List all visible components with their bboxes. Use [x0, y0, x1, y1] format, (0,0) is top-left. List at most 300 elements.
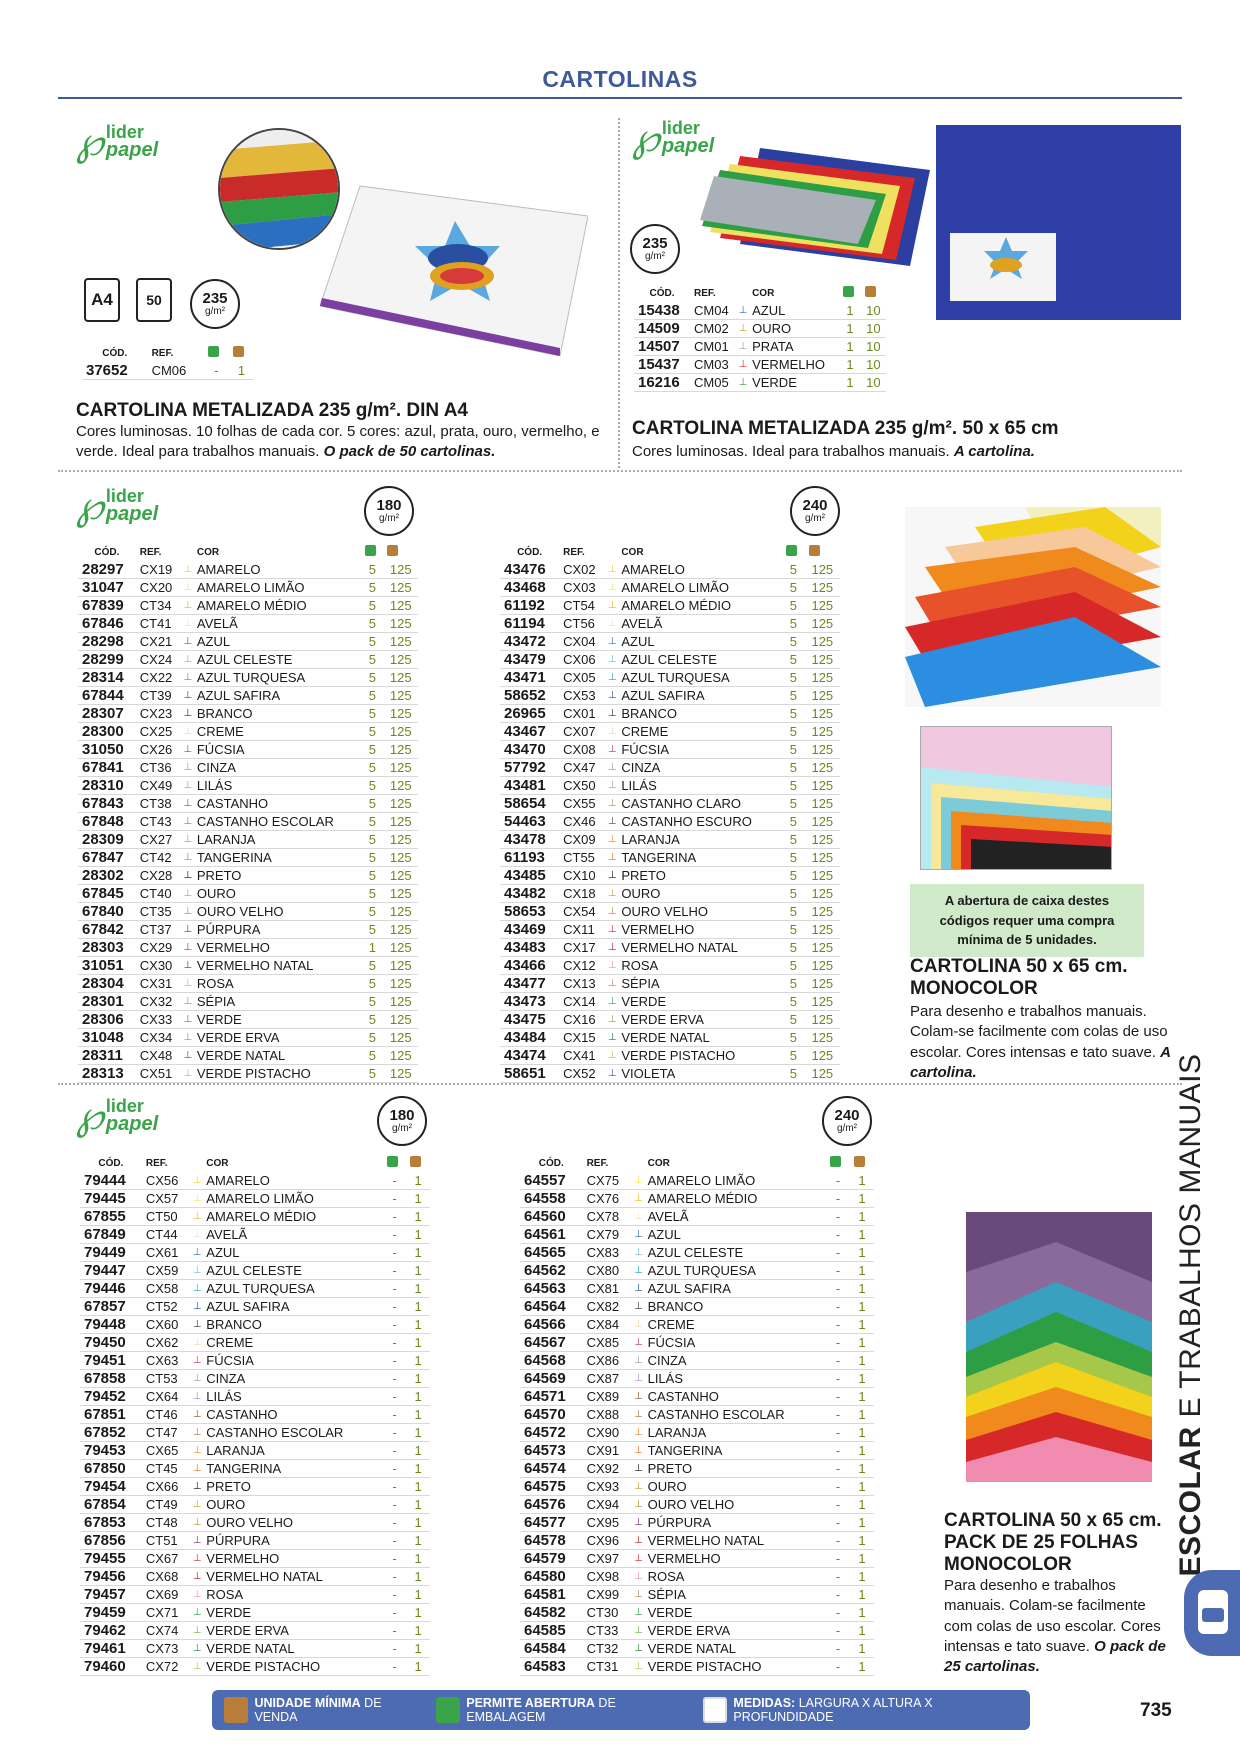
open-cell: - — [826, 1532, 850, 1550]
cod-cell: 67840 — [78, 903, 136, 921]
ref-cell: CM05 — [690, 374, 738, 392]
color-cell: CASTANHO — [644, 1388, 827, 1406]
table-row — [78, 759, 418, 777]
box-cell: 1 — [406, 1568, 430, 1586]
open-pack-icon — [208, 346, 219, 357]
color-cell: VERDE NATAL — [617, 1029, 782, 1047]
cod-cell: 64562 — [520, 1262, 583, 1280]
open-cell: - — [826, 1370, 850, 1388]
box-cell: 125 — [805, 705, 840, 723]
table-row — [80, 1604, 430, 1622]
box-icon — [387, 545, 398, 556]
cod-cell: 37652 — [82, 362, 148, 380]
table-row — [80, 1262, 430, 1280]
box-cell: 125 — [805, 975, 840, 993]
color-cell: VERMELHO — [193, 939, 362, 957]
box-cell: 1 — [850, 1388, 874, 1406]
color-cell: AVELÃ — [202, 1226, 382, 1244]
box-cell: 125 — [383, 687, 418, 705]
cod-cell: 67856 — [80, 1532, 142, 1550]
box-cell: 125 — [805, 579, 840, 597]
open-pack-icon — [843, 286, 854, 297]
box-cell: 125 — [383, 1011, 418, 1029]
cod-cell: 67851 — [80, 1406, 142, 1424]
color-marker-icon: ⊥ — [192, 1208, 202, 1226]
open-cell: 1 — [361, 939, 383, 957]
cod-cell: 28299 — [78, 651, 136, 669]
ref-cell: CT53 — [142, 1370, 192, 1388]
ref-cell: CX86 — [583, 1352, 634, 1370]
color-cell: AZUL SAFIRA — [617, 687, 782, 705]
color-cell: VERDE NATAL — [644, 1640, 827, 1658]
ref-cell: CX30 — [136, 957, 183, 975]
table-row — [520, 1640, 874, 1658]
open-cell: - — [383, 1244, 407, 1262]
ref-cell: CX59 — [142, 1262, 192, 1280]
cod-cell: 67844 — [78, 687, 136, 705]
ref-cell: CX85 — [583, 1334, 634, 1352]
ruler-icon — [703, 1697, 728, 1723]
color-cell: CREME — [202, 1334, 382, 1352]
open-cell: 5 — [361, 615, 383, 633]
ref-cell: CX82 — [583, 1298, 634, 1316]
color-marker-icon: ⊥ — [738, 320, 748, 338]
open-cell: 5 — [361, 759, 383, 777]
color-cell: CREME — [193, 723, 362, 741]
table-row — [80, 1316, 430, 1334]
color-cell: AZUL CELESTE — [617, 651, 782, 669]
color-cell: OURO VELHO — [193, 903, 362, 921]
color-marker-icon: ⊥ — [634, 1424, 644, 1442]
box-cell: 125 — [383, 849, 418, 867]
col-ref: REF. — [563, 546, 585, 558]
color-cell: OURO — [193, 885, 362, 903]
open-cell: - — [826, 1226, 850, 1244]
box-cell: 125 — [383, 741, 418, 759]
color-cell: VERMELHO — [748, 356, 839, 374]
logo-line2: papel — [105, 503, 159, 526]
cod-cell: 64564 — [520, 1298, 583, 1316]
color-marker-icon: ⊥ — [192, 1406, 202, 1424]
cod-cell: 64565 — [520, 1244, 583, 1262]
color-cell: AZUL CELESTE — [644, 1244, 827, 1262]
color-marker-icon: ⊥ — [192, 1478, 202, 1496]
table-row — [78, 777, 418, 795]
cod-cell: 79456 — [80, 1568, 142, 1586]
color-marker-icon: ⊥ — [183, 597, 193, 615]
table-row — [500, 615, 840, 633]
table-row — [80, 1532, 430, 1550]
color-marker-icon: ⊥ — [634, 1280, 644, 1298]
cod-cell: 64581 — [520, 1586, 583, 1604]
product-stack-image — [920, 726, 1112, 870]
box-cell: 125 — [383, 1029, 418, 1047]
table-row — [80, 1370, 430, 1388]
color-marker-icon: ⊥ — [183, 1047, 193, 1065]
ref-cell: CX31 — [136, 975, 183, 993]
cod-cell: 43470 — [500, 741, 559, 759]
cod-cell: 64575 — [520, 1478, 583, 1496]
ref-cell: CX66 — [142, 1478, 192, 1496]
table-row — [78, 993, 418, 1011]
cod-cell: 28298 — [78, 633, 136, 651]
ref-cell: CX62 — [142, 1334, 192, 1352]
col-cod: CÓD. — [94, 546, 120, 558]
leaf-icon: ℘ — [76, 483, 104, 529]
color-marker-icon: ⊥ — [634, 1586, 644, 1604]
ref-cell: CX89 — [583, 1388, 634, 1406]
table-row — [500, 1047, 840, 1065]
color-marker-icon: ⊥ — [634, 1460, 644, 1478]
table-row — [80, 1334, 430, 1352]
cod-cell: 61192 — [500, 597, 559, 615]
table-row — [520, 1568, 874, 1586]
ref-cell: CX52 — [559, 1065, 607, 1083]
color-marker-icon: ⊥ — [607, 921, 617, 939]
open-cell: 5 — [782, 741, 805, 759]
ref-cell: CX01 — [559, 705, 607, 723]
table-row — [80, 1460, 430, 1478]
product-title-line1: CARTOLINA 50 x 65 cm. — [944, 1510, 1162, 1531]
description-text: Cores luminosas. 10 folhas de cada cor. 5 cores: azul, prata, ouro, vermelho, e verde. Ideal para trabalhos manuais. — [76, 423, 600, 461]
open-cell: - — [826, 1262, 850, 1280]
open-cell: - — [826, 1334, 850, 1352]
color-cell: VERDE — [644, 1604, 827, 1622]
logo-line2: papel — [105, 1113, 159, 1136]
open-cell: 5 — [782, 723, 805, 741]
cod-cell: 31047 — [78, 579, 136, 597]
open-cell: 5 — [782, 867, 805, 885]
table-row — [500, 669, 840, 687]
color-marker-icon: ⊥ — [607, 705, 617, 723]
color-cell: VERDE ERVA — [644, 1622, 827, 1640]
color-cell: AZUL SAFIRA — [644, 1280, 827, 1298]
open-cell: 5 — [782, 795, 805, 813]
table-row — [78, 975, 418, 993]
ref-cell: CX02 — [559, 561, 607, 579]
open-pack-icon — [365, 545, 376, 556]
color-marker-icon: ⊥ — [183, 759, 193, 777]
color-cell: AZUL SAFIRA — [202, 1298, 382, 1316]
product-table — [82, 346, 254, 380]
color-marker-icon: ⊥ — [183, 1029, 193, 1047]
open-cell: - — [826, 1388, 850, 1406]
ref-cell: CX06 — [559, 651, 607, 669]
cod-cell: 64557 — [520, 1172, 583, 1190]
color-marker-icon: ⊥ — [192, 1586, 202, 1604]
cod-cell: 79453 — [80, 1442, 142, 1460]
color-cell: LILÁS — [193, 777, 362, 795]
open-cell: 5 — [782, 633, 805, 651]
table-row — [78, 561, 418, 579]
color-marker-icon: ⊥ — [192, 1550, 202, 1568]
cod-cell: 58654 — [500, 795, 559, 813]
color-cell: VERMELHO NATAL — [617, 939, 782, 957]
color-marker-icon: ⊥ — [634, 1226, 644, 1244]
cod-cell: 14509 — [634, 320, 690, 338]
color-marker-icon: ⊥ — [192, 1316, 202, 1334]
box-cell: 1 — [229, 362, 254, 380]
color-marker-icon: ⊥ — [607, 1011, 617, 1029]
table-row — [500, 579, 840, 597]
weight-value: 180 — [389, 1106, 415, 1124]
color-cell: CREME — [644, 1316, 827, 1334]
brand-logo — [76, 1093, 159, 1139]
open-cell: - — [826, 1514, 850, 1532]
ref-cell: CT56 — [559, 615, 607, 633]
description-emphasis: O pack de 25 cartolinas. — [944, 1637, 1166, 1675]
box-cell: 125 — [805, 561, 840, 579]
color-marker-icon: ⊥ — [634, 1532, 644, 1550]
cod-cell: 79462 — [80, 1622, 142, 1640]
weight-badge — [190, 279, 240, 329]
cod-cell: 79445 — [80, 1190, 142, 1208]
cod-cell: 79457 — [80, 1586, 142, 1604]
color-cell: ROSA — [193, 975, 362, 993]
color-cell: AZUL CELESTE — [193, 651, 362, 669]
open-cell: - — [826, 1496, 850, 1514]
open-cell: - — [383, 1604, 407, 1622]
color-cell: OURO VELHO — [617, 903, 782, 921]
color-cell: VERMELHO — [202, 1550, 382, 1568]
cod-cell: 79450 — [80, 1334, 142, 1352]
color-marker-icon: ⊥ — [607, 813, 617, 831]
ref-cell: CX09 — [559, 831, 607, 849]
color-cell: VERDE NATAL — [202, 1640, 382, 1658]
product-table-240 — [500, 545, 840, 1083]
ref-cell: CX61 — [142, 1244, 192, 1262]
color-cell: AVELÃ — [617, 615, 782, 633]
cod-cell: 64571 — [520, 1388, 583, 1406]
color-cell: BRANCO — [202, 1316, 382, 1334]
legend-item-measures — [703, 1696, 1018, 1724]
legend-text: LARGURA X ALTURA X PROFUNDIDADE — [733, 1696, 933, 1724]
box-cell: 125 — [805, 633, 840, 651]
table-row — [634, 302, 886, 320]
color-cell: VERDE — [748, 374, 839, 392]
open-cell: 5 — [782, 1011, 805, 1029]
color-marker-icon: ⊥ — [607, 777, 617, 795]
open-cell: 1 — [839, 374, 860, 392]
ref-cell: CX79 — [583, 1226, 634, 1244]
table-row — [500, 867, 840, 885]
cod-cell: 31051 — [78, 957, 136, 975]
table-row — [500, 849, 840, 867]
box-cell: 1 — [850, 1604, 874, 1622]
box-cell: 125 — [805, 885, 840, 903]
cod-cell: 43479 — [500, 651, 559, 669]
box-cell: 125 — [805, 741, 840, 759]
weight-badge — [822, 1096, 872, 1146]
table-row — [78, 633, 418, 651]
table-row — [78, 957, 418, 975]
table-row — [80, 1658, 430, 1676]
ref-cell: CX22 — [136, 669, 183, 687]
color-marker-icon: ⊥ — [607, 957, 617, 975]
cod-cell: 64580 — [520, 1568, 583, 1586]
cod-cell: 79447 — [80, 1262, 142, 1280]
cod-cell: 67858 — [80, 1370, 142, 1388]
color-cell: BRANCO — [644, 1298, 827, 1316]
open-cell: 5 — [782, 957, 805, 975]
box-cell: 125 — [383, 759, 418, 777]
cod-cell: 67842 — [78, 921, 136, 939]
color-marker-icon: ⊥ — [192, 1460, 202, 1478]
cod-cell: 28310 — [78, 777, 136, 795]
product-title-line3: MONOCOLOR — [944, 1553, 1072, 1575]
open-cell: - — [826, 1172, 850, 1190]
cod-cell: 28309 — [78, 831, 136, 849]
ref-cell: CX12 — [559, 957, 607, 975]
col-ref: REF. — [586, 1157, 609, 1169]
ref-cell: CT32 — [583, 1640, 634, 1658]
cod-cell: 64578 — [520, 1532, 583, 1550]
box-cell: 1 — [406, 1244, 430, 1262]
ref-cell: CX15 — [559, 1029, 607, 1047]
open-cell: 5 — [782, 939, 805, 957]
color-cell: BRANCO — [193, 705, 362, 723]
color-cell: FÚCSIA — [193, 741, 362, 759]
col-open — [826, 1156, 850, 1172]
open-cell: - — [826, 1460, 850, 1478]
ref-cell: CX08 — [559, 741, 607, 759]
ref-cell: CX27 — [136, 831, 183, 849]
open-cell: - — [826, 1640, 850, 1658]
box-cell: 125 — [383, 633, 418, 651]
open-cell: - — [383, 1424, 407, 1442]
color-marker-icon: ⊥ — [634, 1352, 644, 1370]
ref-cell: CX99 — [583, 1586, 634, 1604]
color-marker-icon: ⊥ — [607, 723, 617, 741]
ref-cell: CX50 — [559, 777, 607, 795]
cod-cell: 58652 — [500, 687, 559, 705]
cod-cell: 31050 — [78, 741, 136, 759]
color-cell: TANGERINA — [617, 849, 782, 867]
box-cell: 125 — [805, 867, 840, 885]
ref-cell: CX81 — [583, 1280, 634, 1298]
ref-cell: CX69 — [142, 1586, 192, 1604]
open-cell: - — [383, 1370, 407, 1388]
table-row — [634, 356, 886, 374]
color-marker-icon: ⊥ — [607, 759, 617, 777]
color-cell: ROSA — [644, 1568, 827, 1586]
cod-cell: 79452 — [80, 1388, 142, 1406]
box-cell: 1 — [406, 1352, 430, 1370]
col-dot — [634, 1156, 644, 1172]
product-peaks-image — [966, 1212, 1152, 1482]
box-cell: 1 — [406, 1370, 430, 1388]
cod-cell: 79460 — [80, 1658, 142, 1676]
legend-item-min-unit — [224, 1696, 418, 1724]
color-marker-icon: ⊥ — [738, 374, 748, 392]
color-marker-icon: ⊥ — [192, 1424, 202, 1442]
ref-cell: CX53 — [559, 687, 607, 705]
box-cell: 125 — [383, 561, 418, 579]
box-cell: 1 — [406, 1190, 430, 1208]
ref-cell: CT35 — [136, 903, 183, 921]
open-cell: - — [383, 1280, 407, 1298]
ref-cell: CX73 — [142, 1640, 192, 1658]
legend-text: DE VENDA — [254, 1696, 382, 1724]
color-cell: AMARELO — [202, 1172, 382, 1190]
table-row — [78, 795, 418, 813]
box-cell: 1 — [850, 1496, 874, 1514]
weight-value: 235 — [202, 289, 228, 307]
cod-cell: 67850 — [80, 1460, 142, 1478]
open-cell: - — [826, 1190, 850, 1208]
box-cell: 1 — [406, 1334, 430, 1352]
leaf-icon: ℘ — [632, 115, 660, 161]
col-cod: CÓD. — [98, 1157, 124, 1169]
cod-cell: 67853 — [80, 1514, 142, 1532]
table-row — [78, 1011, 418, 1029]
color-cell: AMARELO MÉDIO — [193, 597, 362, 615]
ref-cell: CX68 — [142, 1568, 192, 1586]
color-cell: AZUL — [644, 1226, 827, 1244]
ref-cell: CX98 — [583, 1568, 634, 1586]
table-row — [78, 885, 418, 903]
col-open — [839, 286, 860, 302]
open-cell: 5 — [361, 597, 383, 615]
color-cell: VIOLETA — [617, 1065, 782, 1083]
color-cell: CINZA — [617, 759, 782, 777]
section-tab — [1162, 1053, 1220, 1577]
cod-cell: 31048 — [78, 1029, 136, 1047]
ref-cell: CX88 — [583, 1406, 634, 1424]
ref-cell: CT44 — [142, 1226, 192, 1244]
color-marker-icon: ⊥ — [183, 885, 193, 903]
cod-cell: 15437 — [634, 356, 690, 374]
color-marker-icon: ⊥ — [607, 615, 617, 633]
box-cell: 125 — [805, 759, 840, 777]
cod-cell: 64577 — [520, 1514, 583, 1532]
color-cell: OURO — [644, 1478, 827, 1496]
color-cell: CINZA — [644, 1352, 827, 1370]
table-row — [78, 831, 418, 849]
box-cell: 125 — [805, 813, 840, 831]
table-row — [500, 561, 840, 579]
color-cell: CASTANHO CLARO — [617, 795, 782, 813]
sheet-count-label: 50 — [146, 292, 162, 308]
box-cell: 1 — [850, 1622, 874, 1640]
cod-cell: 67846 — [78, 615, 136, 633]
box-icon — [865, 286, 876, 297]
box-cell: 1 — [406, 1262, 430, 1280]
open-cell: - — [826, 1442, 850, 1460]
color-marker-icon: ⊥ — [192, 1658, 202, 1676]
ref-cell: CX91 — [583, 1442, 634, 1460]
box-cell: 125 — [805, 687, 840, 705]
box-cell: 125 — [805, 669, 840, 687]
cod-cell: 64579 — [520, 1550, 583, 1568]
color-marker-icon: ⊥ — [634, 1334, 644, 1352]
col-open — [361, 545, 383, 561]
page-title: CARTOLINAS — [542, 66, 698, 92]
color-marker-icon: ⊥ — [634, 1298, 644, 1316]
open-cell: 5 — [361, 849, 383, 867]
col-ref: REF. — [151, 347, 174, 359]
product-fan-image — [905, 507, 1161, 707]
box-cell: 1 — [850, 1226, 874, 1244]
ref-cell: CX46 — [559, 813, 607, 831]
open-cell: 5 — [361, 903, 383, 921]
color-cell: AMARELO MÉDIO — [617, 597, 782, 615]
table-row — [82, 362, 254, 380]
table-row — [80, 1496, 430, 1514]
table-row — [500, 633, 840, 651]
color-cell: VERDE — [193, 1011, 362, 1029]
ref-cell: CM04 — [690, 302, 738, 320]
